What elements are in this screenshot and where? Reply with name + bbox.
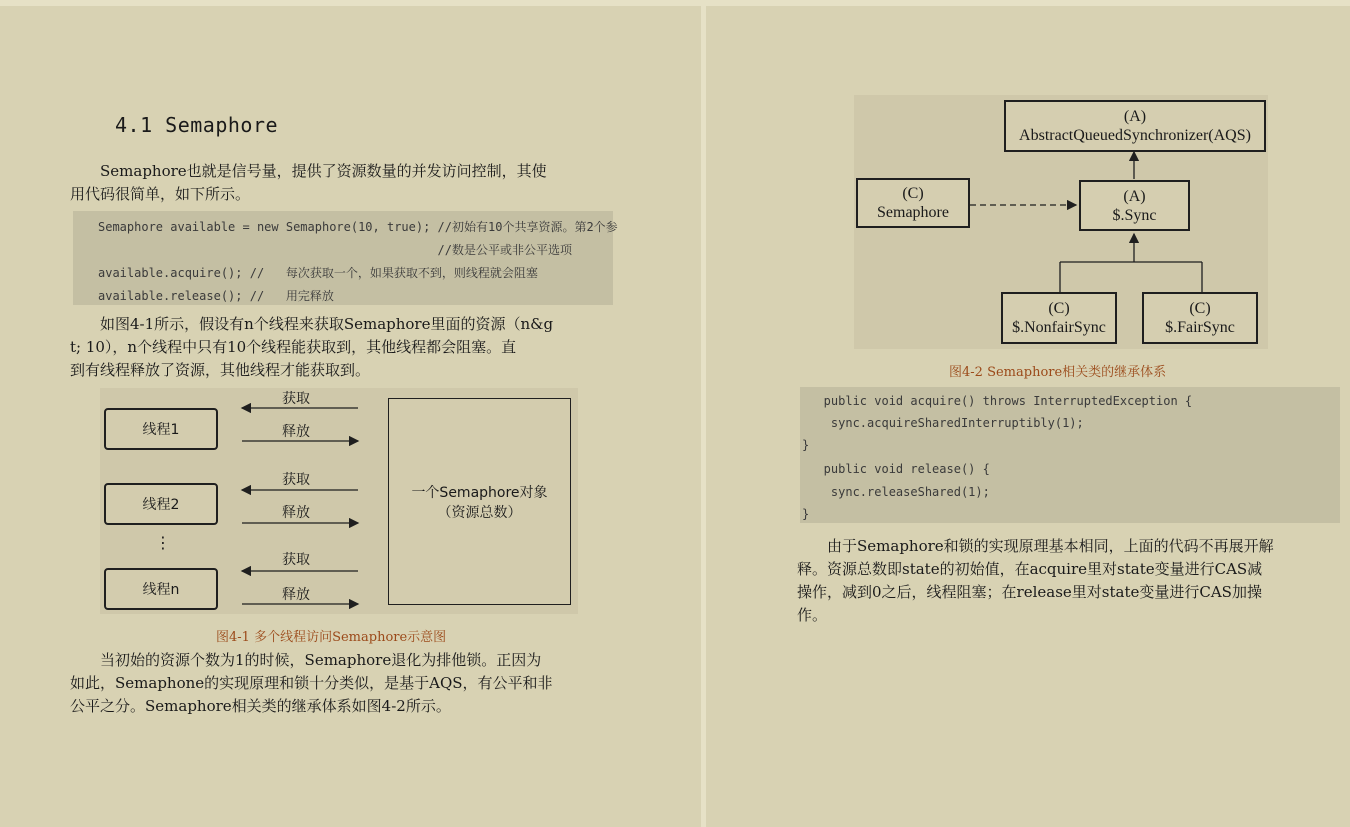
nonfair-sync-class-box [1001, 292, 1117, 344]
paragraph-inheritance [70, 649, 615, 718]
acquire-label: 获取 [282, 472, 310, 488]
acquire-label: 获取 [282, 552, 310, 568]
semaphore-object-sublabel: （资源总数） [437, 504, 522, 521]
paragraph-line: Semaphore也就是信号量，提供了资源数量的并发访问控制，其使 [100, 162, 547, 180]
class-name: AbstractQueuedSynchronizer(AQS) [1019, 127, 1251, 144]
sync-class-box [1079, 180, 1190, 231]
aqs-class-box [1004, 100, 1266, 152]
release-label: 释放 [282, 505, 310, 521]
code-line: sync.acquireSharedInterruptibly(1); [802, 416, 1084, 430]
code-line: Semaphore available = new Semaphore(10, true); //初始有10个共享资源。第2个参 [98, 220, 618, 234]
figure-4-1 [100, 388, 578, 614]
semaphore-object-box [388, 398, 571, 605]
class-stereotype: (C) [902, 185, 924, 202]
class-stereotype: (C) [1189, 300, 1211, 317]
code-line: } [802, 438, 810, 452]
paragraph-line: 到有线程释放了资源，其他线程才能获取到。 [70, 361, 371, 379]
paragraph-line: 由于Semaphore和锁的实现原理基本相同，上面的代码不再展开解 [827, 537, 1274, 555]
figure-caption: 图4-2 Semaphore相关类的继承体系 [949, 365, 1167, 380]
semaphore-object-label: 一个Semaphore对象 [411, 484, 548, 501]
paragraph-line: 公平之分。Semaphore相关类的继承体系如图4-2所示。 [70, 697, 451, 715]
paragraph-intro [70, 160, 615, 206]
paragraph-line: 作。 [797, 606, 828, 624]
code-block-usage [73, 211, 618, 305]
thread-box-n: 线程n [104, 568, 218, 610]
paragraph-line: t; 10），n个线程中只有10个线程能获取到，其他线程都会阻塞。直 [70, 338, 517, 356]
paragraph-line: 释。资源总数即state的初始值，在acquire里对state变量进行CAS减 [797, 560, 1263, 578]
paragraph-line: 如此，Semaphone的实现原理和锁十分类似，是基于AQS，有公平和非 [70, 674, 553, 692]
class-stereotype: (A) [1123, 187, 1146, 205]
semaphore-class-box [856, 178, 970, 228]
figure-caption: 图4-1 多个线程访问Semaphore示意图 [216, 630, 447, 645]
code-line: available.acquire(); // 每次获取一个，如果获取不到，则线程就会阻塞 [98, 266, 538, 280]
class-name: $.Sync [1112, 206, 1157, 224]
code-line: } [802, 507, 810, 521]
figure-4-2 [854, 95, 1268, 349]
paragraph-fig1-intro [70, 313, 615, 382]
code-line: //数是公平或非公平选项 [98, 243, 573, 257]
code-line: available.release(); // 用完释放 [98, 289, 334, 303]
ellipsis: ⋮ [155, 533, 171, 552]
release-label: 释放 [282, 424, 310, 440]
class-name: $.FairSync [1165, 319, 1235, 336]
paragraph-line: 当初始的资源个数为1的时候，Semaphore退化为排他锁。正因为 [100, 651, 542, 669]
class-stereotype: (A) [1123, 108, 1147, 125]
thread-box-2: 线程2 [104, 483, 218, 525]
code-block-acquire-release [800, 387, 1340, 523]
section-title: 4.1 Semaphore [115, 113, 279, 137]
fair-sync-class-box [1142, 292, 1258, 344]
thread-box-1: 线程1 [104, 408, 218, 450]
class-name: Semaphore [877, 204, 949, 221]
class-name: $.NonfairSync [1012, 319, 1106, 336]
release-label: 释放 [282, 587, 310, 603]
right-page [706, 0, 1350, 827]
paragraph-line: 操作，减到0之后，线程阻塞；在release里对state变量进行CAS加操 [797, 583, 1262, 601]
paragraph-line: 用代码很简单，如下所示。 [70, 185, 251, 203]
code-line: public void acquire() throws InterruptedException { [802, 394, 1193, 408]
code-line: public void release() { [802, 462, 990, 476]
code-line: sync.releaseShared(1); [802, 485, 990, 499]
class-stereotype: (C) [1048, 300, 1070, 317]
paragraph-explanation [797, 535, 1342, 627]
paragraph-line: 如图4-1所示，假设有n个线程来获取Semaphore里面的资源（n&g [100, 315, 554, 333]
acquire-label: 获取 [282, 391, 310, 407]
